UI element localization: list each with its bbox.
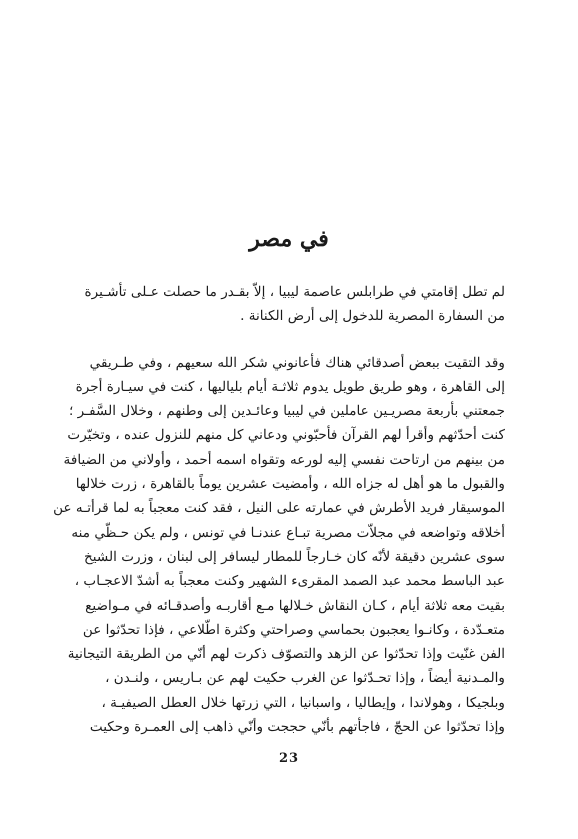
text-line: متعـدّدة ، وكانـوا يعجبون بحماسي وصراحتي وكثرة اطّلاعي ، فإذا تحدّثوا عن [82, 621, 505, 638]
text-line: جمعتني بأربعة مصريـين عاملين في ليبيا وعائـدين إلى وطنهم ، وخلال السَّفـر ؛ [69, 403, 505, 420]
paragraph-gap [104, 329, 505, 351]
text-line: بقيت معه ثلاثة أيام ، كـان النقاش خـلالها مـع أقاربـه وأصدقـائه في مـواضيع [85, 597, 505, 614]
text-line: الفن غنّيت وإذا تحدّثوا عن الزهد والتصوّف ذكرت لهم أنّي من الطريقة التيجانية [67, 646, 505, 663]
paragraph-1 [84, 280, 505, 329]
text-line: أخلاقه وتواضعه في مجلاّت مصرية تبـاع عندنـا في تونس ، ولم يكن حـظّي منه [71, 524, 505, 541]
page-number: 23 [278, 751, 300, 766]
text-line: وقد التقيت ببعض أصدقائي هناك فأعانوني شكر الله سعيهم ، وفي طـريقي [89, 354, 505, 371]
text-line: وإذا تحدّثوا عن الحجّ ، فاجأتهم بأنّي حججت وأنّي ذاهب إلى العمـرة وحكيت [89, 719, 505, 736]
text-line: من بينهم من ارتاحت نفسي إليه لورعه وتقواه اسمه أحمد ، وأولاني من الضيافة [63, 451, 505, 468]
text-line: لم تطل إقامتي في طرابلس عاصمة ليبيا ، إلاّ بقـدر ما حصلت عـلى تأشـيرة [84, 284, 505, 300]
text-line: الموسيقار فريد الأطرش في عمارته على النيل ، فقد كنت معجباً به لما قرأتـه عن [53, 500, 505, 517]
paragraph-2 [53, 351, 505, 740]
text-line: وبلجيكا ، وهولاندا ، وإيطاليا ، واسبانيا ، التي زرتها خلال العطل الصيفيـة ، [101, 694, 505, 711]
text-line: عبد الباسط محمد عبد الصمد المقرىء الشهير وكنت معجباً به أشدّ الاعجـاب ، [74, 573, 505, 590]
text-line: سوى عشرين دقيقة لأنّه كان خـارجاً للمطار ليسافر إلى لبنان ، وزرت الشيخ [83, 548, 505, 565]
text-line: والقبول ما هو أهل له جزاه الله ، وأمضيت عشرين يوماً بالقاهرة ، زرت خلالها [75, 476, 505, 493]
text-line: كنت أحدّثهم وأقرأ لهم القرآن فأحبّوني ودعاني كل منهم للنزول عنده ، وتخيّرت [67, 427, 505, 444]
text-line: إلى القاهرة ، وهو طريق طويل يدوم ثلاثـة أيام بلياليها ، كنت في سيـارة أجرة [75, 378, 505, 395]
text-line: من السفارة المصرية للدخول إلى أرض الكنانة . [240, 308, 505, 325]
chapter-title: في مصر [249, 226, 329, 252]
text-line: والمـدنية أيضاً ، وإذا تحـدّثوا عن الغرب حكيت لهم عن بـاريس ، ولنـدن ، [105, 670, 505, 687]
body-text [53, 280, 505, 739]
